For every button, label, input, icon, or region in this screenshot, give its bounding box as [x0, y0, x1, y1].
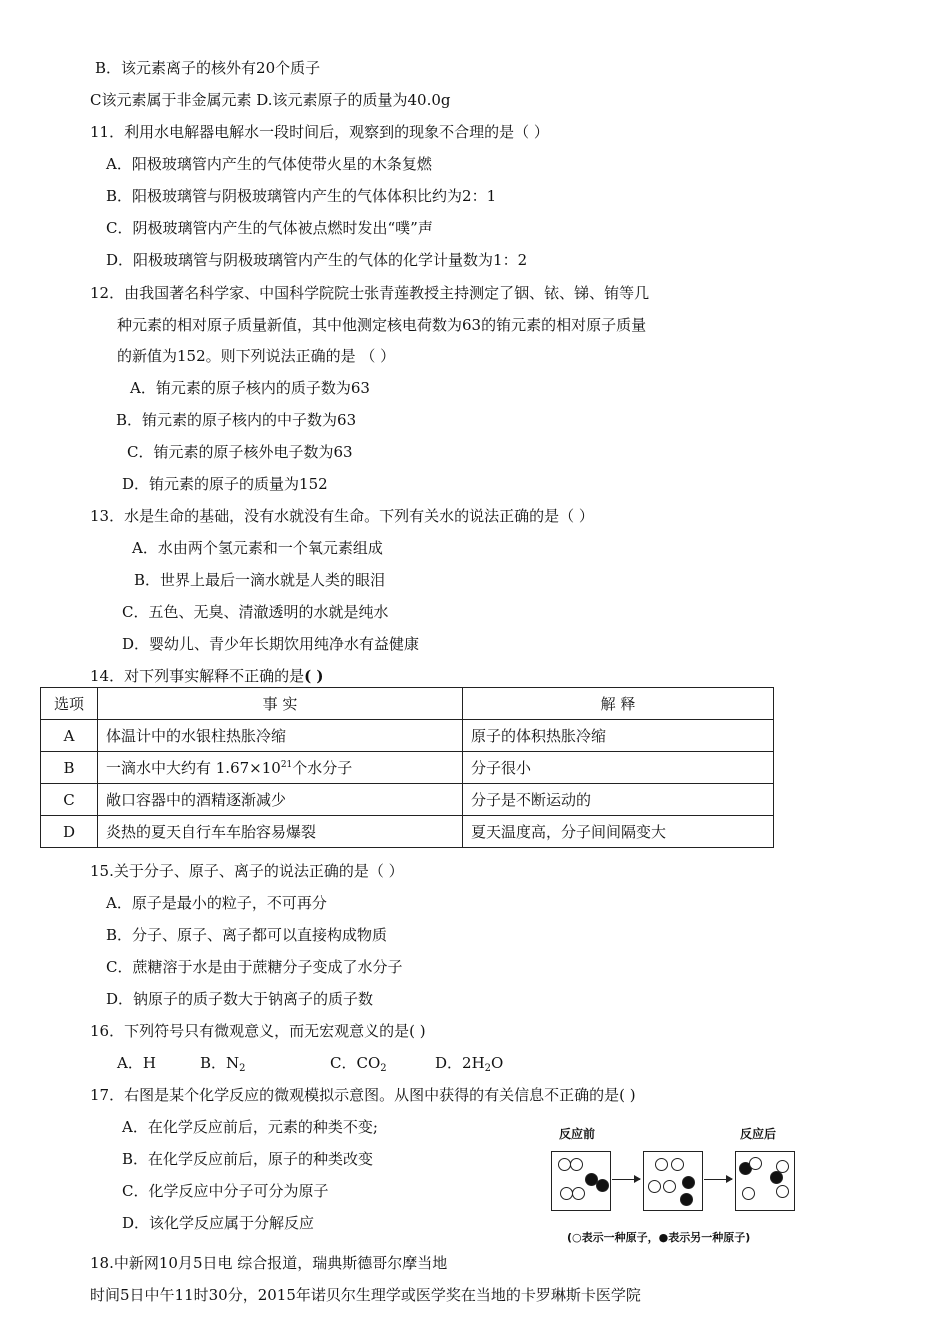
row-option: B	[41, 752, 98, 784]
after-box	[735, 1151, 795, 1211]
option-b-text: B．N	[200, 1054, 240, 1072]
fact-suffix: 个水分子	[292, 759, 353, 777]
table-row	[41, 784, 774, 816]
row-fact	[98, 752, 463, 784]
q17-option-d: D．该化学反应属于分解反应	[122, 1214, 315, 1232]
row-fact: 体温计中的水银柱热胀冷缩	[98, 720, 463, 752]
white-atom	[663, 1180, 676, 1193]
option-d-text: D．2H	[435, 1054, 485, 1072]
option-c-text: C．CO	[330, 1054, 381, 1072]
black-atom	[596, 1179, 609, 1192]
q16-option-c	[330, 1053, 387, 1073]
row-explanation: 原子的体积热胀冷缩	[463, 720, 774, 752]
before-label: 反应前	[559, 1127, 596, 1141]
table-row	[41, 720, 774, 752]
black-atom	[770, 1171, 783, 1184]
white-atom	[570, 1158, 583, 1171]
row-explanation: 分子是不断运动的	[463, 784, 774, 816]
q18-line2: 时间5日中午11时30分，2015年诺贝尔生理学或医学奖在当地的卡罗琳斯卡医学院	[90, 1286, 641, 1304]
q12-stem-line1: 12．由我国著名科学家、中国科学院院士张青莲教授主持测定了铟、铱、锑、铕等几	[90, 284, 650, 302]
white-atom	[648, 1180, 661, 1193]
reaction-diagram	[545, 1125, 820, 1245]
row-option: C	[41, 784, 98, 816]
table-row	[41, 816, 774, 848]
q18-line1: 18.中新网10月5日电 综合报道，瑞典斯德哥尔摩当地	[90, 1254, 448, 1272]
q14-answer-paren: ( )	[304, 667, 324, 685]
q14-stem	[90, 666, 324, 686]
q11-stem: 11．利用水电解器电解水一段时间后，观察到的现象不合理的是（ ）	[90, 123, 549, 141]
q12-option-c: C．铕元素的原子核外电子数为63	[127, 443, 353, 461]
row-option: A	[41, 720, 98, 752]
q16-stem: 16．下列符号只有微观意义，而无宏观意义的是( )	[90, 1022, 426, 1040]
middle-box	[643, 1151, 703, 1211]
header-explanation: 解 释	[463, 688, 774, 720]
option-d-subscript: 2	[484, 1063, 492, 1074]
q14-table	[40, 687, 774, 848]
q15-option-b: B．分子、原子、离子都可以直接构成物质	[106, 926, 388, 944]
q17-option-a: A．在化学反应前后，元素的种类不变;	[122, 1118, 378, 1136]
white-atom	[742, 1187, 755, 1200]
q15-option-d: D．钠原子的质子数大于钠离子的质子数	[106, 990, 374, 1008]
option-d-suffix: O	[491, 1054, 504, 1072]
q11-option-b: B．阳极玻璃管与阴极玻璃管内产生的气体体积比约为2：1	[106, 187, 497, 205]
q13-option-d: D．婴幼儿、青少年长期饮用纯净水有益健康	[122, 635, 420, 653]
reaction-arrow	[704, 1179, 732, 1180]
q10-option-b: B．该元素离子的核外有20个质子	[95, 59, 321, 77]
table-header-row	[41, 688, 774, 720]
after-label: 反应后	[740, 1127, 777, 1141]
q14-stem-text: 14．对下列事实解释不正确的是	[90, 667, 305, 685]
black-atom	[680, 1193, 693, 1206]
q17-option-c: C．化学反应中分子可分为原子	[122, 1182, 329, 1200]
white-atom	[749, 1157, 762, 1170]
q15-stem: 15.关于分子、原子、离子的说法正确的是（ ）	[90, 862, 404, 880]
q16-option-d	[435, 1053, 503, 1073]
option-c-subscript: 2	[380, 1063, 387, 1074]
white-atom	[671, 1158, 684, 1171]
before-box	[551, 1151, 611, 1211]
row-option: D	[41, 816, 98, 848]
q17-option-b: B．在化学反应前后，原子的种类改变	[122, 1150, 374, 1168]
q16-option-b	[200, 1053, 246, 1073]
diagram-caption: (○表示一种原子，●表示另一种原子)	[567, 1231, 751, 1244]
q12-stem-line3: 的新值为152。则下列说法正确的是 （ ）	[117, 347, 396, 365]
q10-option-cd: C该元素属于非金属元素 D.该元素原子的质量为40.0g	[90, 91, 451, 109]
q13-option-b: B．世界上最后一滴水就是人类的眼泪	[134, 571, 386, 589]
q13-stem: 13．水是生命的基础，没有水就没有生命。下列有关水的说法正确的是（ ）	[90, 507, 594, 525]
q13-option-a: A．水由两个氢元素和一个氧元素组成	[132, 539, 383, 557]
white-atom	[572, 1187, 585, 1200]
q12-option-b: B．铕元素的原子核内的中子数为63	[116, 411, 357, 429]
q15-option-c: C．蔗糖溶于水是由于蔗糖分子变成了水分子	[106, 958, 403, 976]
q13-option-c: C．五色、无臭、清澈透明的水就是纯水	[122, 603, 389, 621]
row-fact: 炎热的夏天自行车车胎容易爆裂	[98, 816, 463, 848]
q16-option-a: A．H	[117, 1054, 156, 1072]
white-atom	[655, 1158, 668, 1171]
q12-option-a: A．铕元素的原子核内的质子数为63	[130, 379, 370, 397]
header-fact: 事 实	[98, 688, 463, 720]
header-option: 选项	[41, 688, 98, 720]
row-fact: 敞口容器中的酒精逐渐减少	[98, 784, 463, 816]
q12-stem-line2: 种元素的相对原子质量新值，其中他测定核电荷数为63的铕元素的相对原子质量	[117, 316, 647, 334]
q11-option-c: C．阴极玻璃管内产生的气体被点燃时发出“噗”声	[106, 219, 433, 237]
fact-exponent: 21	[280, 760, 293, 770]
q11-option-d: D．阳极玻璃管与阴极玻璃管内产生的气体的化学计量数为1：2	[106, 251, 528, 269]
q15-option-a: A．原子是最小的粒子，不可再分	[106, 894, 327, 912]
reaction-arrow	[612, 1179, 640, 1180]
q17-stem: 17．右图是某个化学反应的微观模拟示意图。从图中获得的有关信息不正确的是( )	[90, 1086, 636, 1104]
row-explanation: 夏天温度高，分子间间隔变大	[463, 816, 774, 848]
white-atom	[776, 1185, 789, 1198]
black-atom	[682, 1176, 695, 1189]
option-b-subscript: 2	[239, 1063, 246, 1074]
row-explanation: 分子很小	[463, 752, 774, 784]
table-row	[41, 752, 774, 784]
q12-option-d: D．铕元素的原子的质量为152	[122, 475, 328, 493]
q11-option-a: A．阳极玻璃管内产生的气体使带火星的木条复燃	[106, 155, 432, 173]
fact-prefix: 一滴水中大约有 1.67×10	[106, 759, 281, 777]
